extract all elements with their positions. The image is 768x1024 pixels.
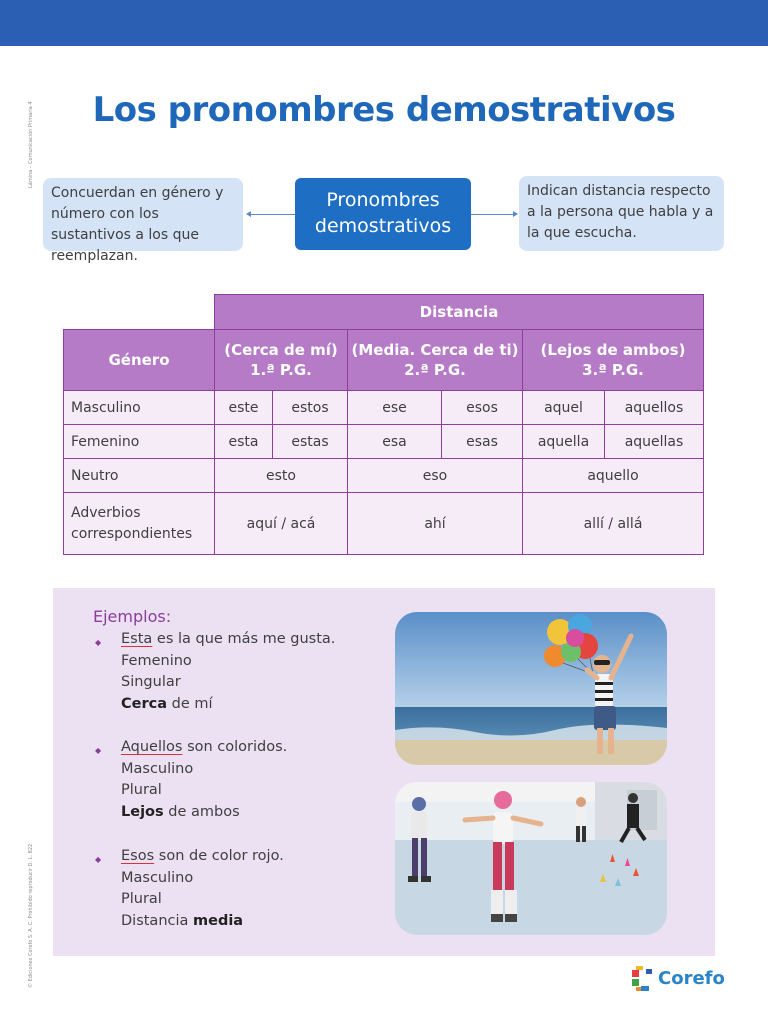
column-header-far-line2: 3.ª P.G. bbox=[582, 361, 644, 379]
example-gender: Masculino bbox=[121, 760, 194, 777]
gender-header: Género bbox=[64, 330, 215, 391]
table-cell: esto bbox=[215, 459, 348, 493]
table-cell: este bbox=[215, 391, 273, 425]
table-cell: ahí bbox=[348, 493, 523, 555]
table-row-neutro bbox=[64, 459, 704, 493]
example-sentence-rest: es la que más me gusta. bbox=[152, 631, 336, 647]
top-banner bbox=[0, 0, 768, 46]
page-title: Los pronombres demostrativos bbox=[92, 90, 676, 130]
example-gender: Femenino bbox=[121, 652, 192, 669]
example-gender: Masculino bbox=[121, 869, 194, 886]
example-distance-pre: Distancia bbox=[121, 912, 194, 929]
row-label-femenino: Femenino bbox=[64, 425, 215, 459]
column-header-medium-line2: 2.ª P.G. bbox=[404, 361, 466, 379]
arrow-right-icon bbox=[471, 214, 513, 215]
table-cell: estos bbox=[273, 391, 348, 425]
row-label-adverbios bbox=[64, 493, 215, 555]
example-word: Aquellos bbox=[121, 739, 183, 755]
table-cell: esta bbox=[215, 425, 273, 459]
examples-title: Ejemplos: bbox=[93, 607, 172, 626]
corefo-logo-text: Corefo bbox=[658, 968, 725, 989]
column-header-medium-line1: (Media. Cerca de ti) bbox=[351, 341, 519, 359]
diamond-bullet-icon: ◆ bbox=[95, 746, 102, 755]
table-cell: esas bbox=[442, 425, 523, 459]
concept-center-line1: Pronombres bbox=[326, 189, 440, 211]
table-cell: allí / allá bbox=[523, 493, 704, 555]
table-row-adverbios bbox=[64, 493, 704, 555]
column-header-far-line1: (Lejos de ambos) bbox=[540, 341, 686, 359]
table-row-masculino bbox=[64, 391, 704, 425]
concept-center-box bbox=[295, 178, 471, 250]
diamond-bullet-icon: ◆ bbox=[95, 855, 102, 864]
example-number: Plural bbox=[121, 891, 162, 907]
table-corner bbox=[64, 295, 215, 330]
table-cell: esos bbox=[442, 391, 523, 425]
example-distance-rest: de ambos bbox=[163, 803, 240, 820]
column-header-near-line2: 1.ª P.G. bbox=[250, 361, 312, 379]
side-caption-bottom: © Ediciones Corefo S. A. C. Prohibido reproducir D. L. 822 bbox=[28, 843, 34, 988]
example-sentence bbox=[93, 846, 284, 868]
example-distance bbox=[93, 694, 335, 716]
table-cell: aquello bbox=[523, 459, 704, 493]
corefo-logo-icon bbox=[632, 966, 654, 992]
example-distance-bold: media bbox=[193, 912, 244, 929]
example-distance-bold: Lejos bbox=[121, 803, 164, 820]
arrow-left-icon bbox=[251, 214, 295, 215]
row-label-masculino: Masculino bbox=[64, 391, 215, 425]
example-distance bbox=[93, 802, 287, 824]
table-cell: aquellas bbox=[605, 425, 704, 459]
row-label-neutro: Neutro bbox=[64, 459, 215, 493]
column-header-near bbox=[215, 330, 348, 391]
table-cell: aquel bbox=[523, 391, 605, 425]
table-cell: ese bbox=[348, 391, 442, 425]
concept-center-line2: demostrativos bbox=[314, 215, 452, 237]
example-word: Esos bbox=[121, 848, 155, 864]
example-number: Singular bbox=[121, 674, 181, 690]
example-sentence-rest: son de color rojo. bbox=[154, 848, 284, 864]
diamond-bullet-icon: ◆ bbox=[95, 638, 102, 647]
example-distance-bold: Cerca bbox=[121, 695, 168, 712]
example-word: Esta bbox=[121, 631, 153, 647]
column-header-medium bbox=[348, 330, 523, 391]
distance-header: Distancia bbox=[215, 295, 704, 330]
corefo-logo bbox=[632, 966, 728, 994]
example-distance-rest: de mí bbox=[167, 695, 213, 712]
column-header-far bbox=[523, 330, 704, 391]
example-item bbox=[93, 846, 284, 932]
example-item bbox=[93, 737, 287, 823]
example-distance bbox=[93, 911, 284, 933]
concept-distance-note: Indican distancia respecto a la persona que habla y a la que escucha. bbox=[519, 176, 724, 251]
table-cell: eso bbox=[348, 459, 523, 493]
table-cell: aquí / acá bbox=[215, 493, 348, 555]
table-cell: aquella bbox=[523, 425, 605, 459]
column-header-near-line1: (Cerca de mí) bbox=[224, 341, 338, 359]
table-cell: esa bbox=[348, 425, 442, 459]
side-caption-top: Lámina – Comunicación Primaria 4 bbox=[28, 101, 34, 188]
example-sentence bbox=[93, 737, 287, 759]
row-label-adverbios-line1: Adverbios bbox=[71, 504, 141, 521]
table-cell: estas bbox=[273, 425, 348, 459]
example-sentence-rest: son coloridos. bbox=[182, 739, 288, 755]
example-item bbox=[93, 629, 335, 715]
row-label-adverbios-line2: correspondientes bbox=[71, 525, 193, 542]
concept-agreement-note: Concuerdan en género y número con los sustantivos a los que reemplazan. bbox=[43, 178, 243, 251]
example-sentence bbox=[93, 629, 335, 651]
table-cell: aquellos bbox=[605, 391, 704, 425]
example-number: Plural bbox=[121, 782, 162, 798]
table-row-femenino bbox=[64, 425, 704, 459]
girls-rollerskating-photo bbox=[395, 782, 667, 935]
beach-girl-balloons-photo bbox=[395, 612, 667, 765]
pronouns-table bbox=[63, 294, 704, 555]
